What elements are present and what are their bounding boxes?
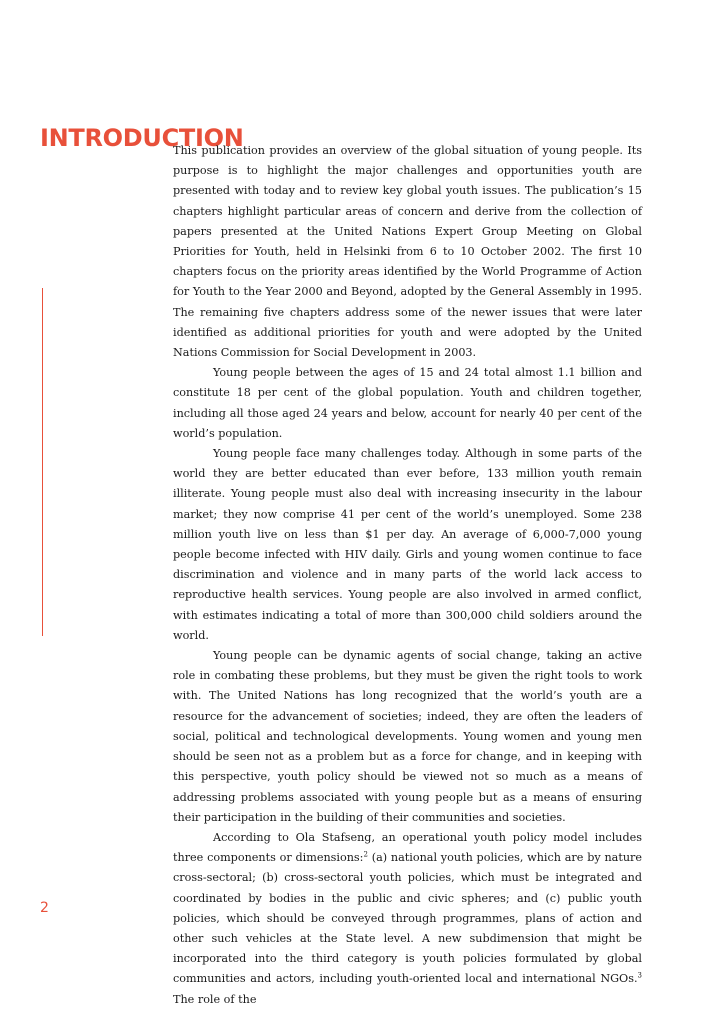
chapter-heading: INTRODUCTION bbox=[40, 124, 244, 152]
paragraph-4: Young people can be dynamic agents of social change, taking an active role in combating these problems, but they must be given the right tools to work with. The United Nations has long recognized that the world’s youth are a resource for the advancement of societies; indeed, they are often the leaders of social, political and technological developments. Young women and young men should be seen not as a problem but as a force for change, and in keeping with this perspective, youth policy should be viewed not so much as a means of addressing problems associated with young people but as a means of ensuring their participation in the building of their communities and societies. bbox=[173, 649, 642, 824]
margin-rule bbox=[42, 288, 43, 636]
paragraph-3: Young people face many challenges today. Although in some parts of the world they are better educated than ever before, 133 million youth remain illiterate. Young people must also deal with increasing insecurity in the labour market; they now comprise 41 per cent of the world’s unemployed. Some 238 million youth live on less than $1 per day. An average of 6,000-7,000 young people become infected with HIV daily. Girls and young women continue to face discrimination and violence and in many parts of the world lack access to reproductive health services. Young people are also involved in armed conflict, with estimates indicating a total of more than 300,000 child soldiers around the world. bbox=[173, 447, 642, 642]
paragraph-1: This publication provides an overview of the global situation of young people. Its purpose is to highlight the major challenges and opportunities youth are presented with today and to review key global youth issues. The publication’s 15 chapters highlight particular areas of concern and derive from the collection of papers presented at the United Nations Expert Group Meeting on Global Priorities for Youth, held in Helsinki from 6 to 10 October 2002. The first 10 chapters focus on the priority areas identified by the World Programme of Action for Youth to the Year 2000 and Beyond, adopted by the General Assembly in 1995. The remaining five chapters address some of the newer issues that were later identified as additional priorities for youth and were adopted by the United Nations Commission for Social Development in 2003. bbox=[173, 144, 642, 360]
paragraph-5-text-c: The role of the bbox=[173, 992, 257, 1006]
paragraph-5-text-b: (a) national youth policies, which are by nature cross-sectoral; (b) cross-sectoral youth policies, which must be integrated and coordinated by bodies in the public and civic spheres; and (c) public youth policies, which should be conveyed through programmes, plans of action and other such vehicles at the State level. A new subdimension that might be incorporated into the third category is youth policies formulated by global communities and actors, including youth-oriented local and international NGOs. bbox=[173, 851, 642, 986]
paragraph-5 bbox=[173, 828, 642, 1010]
footnote-ref-2: 2 bbox=[363, 850, 368, 859]
footnote-ref-3: 3 bbox=[637, 971, 642, 980]
page-number: 2 bbox=[40, 900, 49, 916]
paragraph-5-text-a: According to Ola Stafseng, an operational youth policy model includes three components or dimensions: bbox=[173, 830, 642, 865]
paragraph-2: Young people between the ages of 15 and 24 total almost 1.1 billion and constitute 18 per cent of the global population. Youth and children together, including all those aged 24 years and below, account for nearly 40 per cent of the world’s population. bbox=[173, 366, 642, 440]
body-text bbox=[173, 141, 642, 1010]
